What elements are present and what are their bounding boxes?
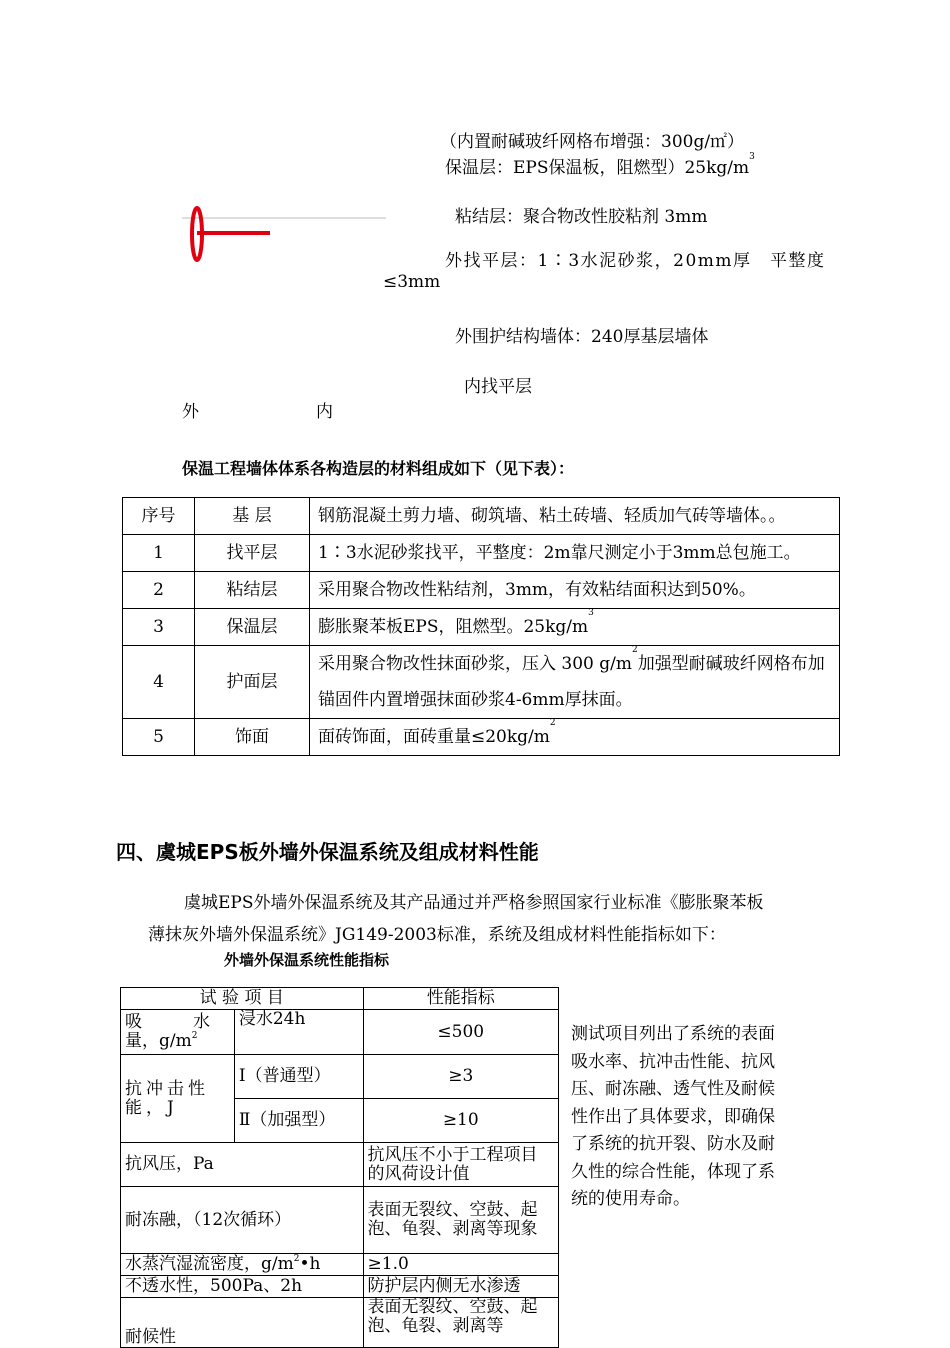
table-cell: 保温层 [195, 609, 310, 646]
table-cell: 4 [123, 646, 195, 719]
table-cell: 面砖饰面，面砖重量$\le 20kg/m^2$ [310, 719, 840, 756]
table-cell: 采用聚合物改性抹面砂浆，压入 300 $g/m^2$加强型耐碱玻纤网格布加锚固件内置增强抹面砂浆4-6mm厚抹面。 [310, 646, 840, 719]
side-note [571, 1021, 775, 1214]
table-cell: 膨胀聚苯板EPS，阻燃型。$25kg/m^3$ [310, 609, 840, 646]
layer-adhesive-label: 粘结层：聚合物改性胶粘剂 3mm [455, 207, 708, 227]
side-note-line: 性作出了具体要求，即确保 [571, 1106, 775, 1127]
side-note-line: 吸水率、抗冲击性能、抗风 [571, 1051, 775, 1072]
table-cell: 3 [123, 609, 195, 646]
table-cell: Ⅱ（加强型） [234, 1099, 363, 1143]
table-row [123, 609, 840, 646]
table-cell: 水蒸汽湿流密度，$g/m^2•h$ [121, 1254, 364, 1276]
layer-wall-label: 外围护结构墙体：240厚基层墙体 [455, 327, 709, 347]
table-cell: 抗风压不小于工程项目的风荷设计值 [363, 1143, 558, 1187]
table-row [121, 1298, 559, 1348]
layer-inner-level-label: 内找平层 [464, 377, 532, 397]
table-cell: 防护层内侧无水渗透 [363, 1276, 558, 1298]
side-note-line: 统的使用寿命。 [571, 1189, 690, 1209]
layer-outer-level-label: 外找平层：1∶3水泥砂浆，20mm厚 平整度 [445, 251, 826, 271]
table-cell: 试 验 项 目 [121, 988, 364, 1010]
table-cell: 序号 [123, 498, 195, 535]
layer-insulation-label: 保温层：EPS保温板，阻燃型）$25kg/m^3$ [445, 152, 755, 178]
table-cell: 2 [123, 572, 195, 609]
table-cell: ≥3 [363, 1055, 558, 1099]
table-cell: Ⅰ（普通型） [234, 1055, 363, 1099]
table-cell: 抗冲击性能，J [121, 1055, 235, 1143]
table-cell: 表面无裂纹、空鼓、起泡、龟裂、剥离等现象 [363, 1187, 558, 1254]
table-cell: 性能指标 [363, 988, 558, 1010]
table-cell: 采用聚合物改性粘结剂，3mm，有效粘结面积达到50%。 [310, 572, 840, 609]
table-cell: 浸水24h [234, 1010, 363, 1055]
table-cell: 吸 水量，$g/m^2$ [121, 1010, 235, 1055]
section-heading: 四、虞城EPS板外墙外保温系统及组成材料性能 [116, 840, 539, 864]
side-note-line: 久性的综合性能，体现了系 [571, 1161, 775, 1182]
outside-label: 外 [182, 402, 199, 422]
table-row [121, 1143, 559, 1187]
table-cell: 粘结层 [195, 572, 310, 609]
table-row [121, 1254, 559, 1276]
table-row [123, 535, 840, 572]
table-cell: 表面无裂纹、空鼓、起泡、龟裂、剥离等 [363, 1298, 558, 1348]
table-cell: 5 [123, 719, 195, 756]
table-cell: 耐候性 [121, 1298, 364, 1348]
table-cell: 不透水性，500Pa、2h [121, 1276, 364, 1298]
layer-composition-table [122, 497, 840, 756]
table-row [121, 1276, 559, 1298]
anchor-icon [180, 200, 390, 270]
table-row [123, 572, 840, 609]
table-cell: ≥10 [363, 1099, 558, 1143]
table-row [123, 498, 840, 535]
table-row [123, 646, 840, 719]
table-cell: 钢筋混凝土剪力墙、砌筑墙、粘土砖墙、轻质加气砖等墙体。。 [310, 498, 840, 535]
table-cell: 饰面 [195, 719, 310, 756]
inside-label: 内 [316, 402, 333, 422]
table1-caption: 保温工程墙体体系各构造层的材料组成如下（见下表）： [182, 459, 575, 478]
layer-mesh-label: （内置耐碱玻纤网格布增强：300g/㎡） [440, 132, 745, 152]
table-cell: ≥1.0 [363, 1254, 558, 1276]
performance-table [120, 987, 559, 1348]
table-row [121, 988, 559, 1010]
layer-outer-level-cont: ≤3mm [383, 272, 441, 292]
table-cell: 找平层 [195, 535, 310, 572]
table-cell: 基 层 [195, 498, 310, 535]
table-cell: 1 [123, 535, 195, 572]
table2-caption: 外墙外保温系统性能指标 [224, 951, 390, 969]
section-paragraph-line: 虞城EPS外墙外保温系统及其产品通过并严格参照国家行业标准《膨胀聚苯板 [184, 893, 764, 913]
table-cell: 1∶3水泥砂浆找平，平整度：2m靠尺测定小于3mm总包施工。 [310, 535, 840, 572]
table-cell: ≤500 [363, 1010, 558, 1055]
table-row [121, 1010, 559, 1055]
section-paragraph-line: 薄抹灰外墙外保温系统》JG149-2003标准，系统及组成材料性能指标如下： [148, 925, 726, 945]
table-cell: 耐冻融，（12次循环） [121, 1187, 364, 1254]
table-cell: 护面层 [195, 646, 310, 719]
table-row [123, 719, 840, 756]
side-note-line: 测试项目列出了系统的表面 [571, 1024, 775, 1044]
table-row [121, 1187, 559, 1254]
table-cell: 抗风压，Pa [121, 1143, 364, 1187]
side-note-line: 压、耐冻融、透气性及耐候 [571, 1079, 775, 1099]
table-row [121, 1055, 559, 1099]
side-note-line: 了系统的抗开裂、防水及耐 [571, 1134, 775, 1154]
